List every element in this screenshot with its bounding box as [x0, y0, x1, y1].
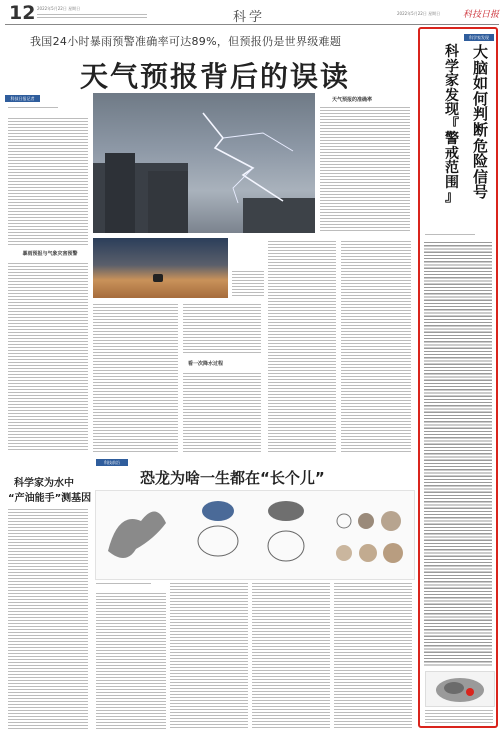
mid-label-2: 天气预报的准确率 [332, 97, 373, 103]
mid-label-1: 看一次降水过程 [188, 361, 224, 367]
lightning-bolt-graphic [93, 93, 315, 233]
dino-text-col-4 [334, 582, 412, 730]
left-headline-line1: 科学家为水中 [14, 478, 74, 489]
left-kicker: 科技日报记者 [5, 95, 40, 102]
masthead-info-lines [37, 13, 147, 20]
brain-caption [425, 709, 493, 723]
feature-kicker: 科学家发现 [464, 34, 494, 41]
lower-right-text-2 [341, 240, 411, 452]
lead-subtitle: 我国24小时暴雨预警准确率可达89%，但预报仍是世界级难题 [30, 35, 342, 48]
page-header [5, 4, 499, 25]
dino-text-col-3 [252, 582, 330, 730]
dino-title: 恐龙为啥一生都在“长个儿” [140, 469, 325, 487]
left-column-text-2 [8, 262, 88, 452]
photo-side-text [320, 106, 410, 233]
highlighted-article-frame[interactable] [418, 27, 498, 728]
masthead-small-text: 2022年5月22日 星期日 [37, 6, 81, 11]
vehicle-shape [153, 274, 163, 282]
lead-title: 天气预报背后的误读 [80, 60, 351, 93]
center-text-left [93, 303, 178, 453]
desert-photo-caption [232, 270, 264, 296]
dino-text-col-1 [96, 592, 166, 730]
left-column-text-1 [8, 117, 88, 247]
center-text-middle [183, 303, 261, 355]
brain-illustration [425, 671, 495, 707]
feature-body-text [424, 241, 492, 666]
lower-right-text-1 [268, 240, 336, 452]
left-small-heading: 暴雨预报与气象灾害预警 [22, 251, 78, 257]
date-line: 2022年5月22日 星期日 [397, 11, 441, 16]
lightning-photo [93, 93, 315, 233]
feature-byline [425, 233, 475, 237]
feature-headline-col2: 科 学 家 发 现 『 警 戒 范 围 』 [445, 44, 459, 206]
dino-kicker: 科技前沿 [96, 459, 128, 466]
desert-photo [93, 238, 228, 298]
dino-bone-sections-graphic [96, 491, 414, 579]
center-text-middle-2 [183, 372, 261, 452]
dino-figure [95, 490, 415, 580]
left-headline-line2: “产油能手”测基因 [8, 493, 92, 504]
left-column-text-3 [8, 508, 88, 730]
left-byline [8, 106, 58, 110]
page-number: 12 [9, 2, 36, 24]
dino-byline [96, 582, 151, 586]
brain-icon [426, 672, 494, 706]
dino-text-col-2 [170, 582, 248, 730]
section-name: 科学 [233, 10, 266, 25]
newspaper-logo: 科技日报 [463, 10, 500, 20]
feature-headline-col1: 大 脑 如 何 判 断 危 险 信 号 [473, 43, 489, 202]
